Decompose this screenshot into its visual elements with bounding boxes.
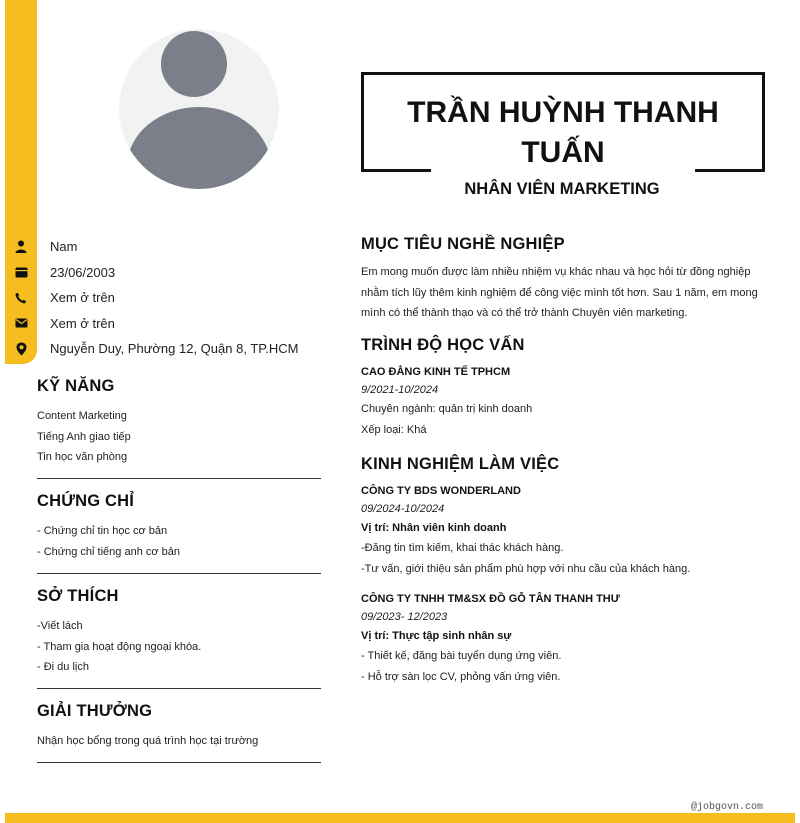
- accent-footer-bar: [5, 813, 795, 823]
- address-text: Nguyễn Duy, Phường 12, Quận 8, TP.HCM: [50, 341, 299, 357]
- watermark: @jobgovn.com: [690, 802, 763, 813]
- info-phone: [5, 285, 325, 311]
- hobby-item: - Tham gia hoạt động ngoại khóa.: [37, 640, 202, 653]
- experience-section: [361, 455, 763, 688]
- job-duty: - Hỗ trợ sàn lọc CV, phỏng vấn ứng viên.: [361, 671, 561, 683]
- award-item: Nhận học bổng trong quá trình học tại trường: [37, 735, 259, 747]
- awards-section: [37, 702, 321, 752]
- certificate-item: - Chứng chỉ tiếng anh cơ bản: [37, 545, 180, 558]
- phone-icon: [5, 292, 37, 304]
- certificate-item: - Chứng chỉ tin học cơ bản: [37, 525, 168, 537]
- mail-icon: [5, 318, 37, 328]
- objective-text: Em mong muốn được làm nhiều nhiệm vụ khác nhau và học hỏi từ đồng nghiệp nhằm tích lũy thêm kinh nghiệm để công việc mình tốt hơn. Sau 1 năm, em mong mình có thể thành thạo và có thể trở thành Chuyên viên marketing.: [361, 266, 758, 319]
- objective-title: MỤC TIÊU NGHỀ NGHIỆP: [361, 235, 565, 253]
- info-email: [5, 311, 325, 337]
- company-name: CÔNG TY BDS WONDERLAND: [361, 485, 521, 497]
- divider: [37, 688, 321, 689]
- objective-section: [361, 235, 763, 324]
- education-major: Chuyên ngành: quản trị kinh doanh: [361, 403, 533, 415]
- avatar-body: [127, 107, 271, 189]
- email-text: Xem ở trên: [50, 315, 115, 331]
- job-position: Vị trí: Nhân viên kinh doanh: [361, 522, 507, 534]
- certificates-title: CHỨNG CHỈ: [37, 492, 135, 510]
- info-address: [5, 336, 325, 362]
- hobby-item: - Đi du lịch: [37, 661, 89, 673]
- job-duty: -Tư vấn, giới thiệu sản phẩm phù hợp với nhu cầu của khách hàng.: [361, 563, 691, 575]
- education-period: 9/2021-10/2024: [361, 384, 439, 396]
- skill-item: Content Marketing: [37, 410, 127, 422]
- info-birthday: [5, 260, 325, 286]
- avatar: [119, 29, 279, 189]
- skills-section: [37, 377, 321, 468]
- divider: [37, 478, 321, 479]
- location-icon: [5, 342, 37, 356]
- skills-title: KỸ NĂNG: [37, 377, 115, 395]
- job-duty: - Thiết kế, đăng bài tuyển dụng ứng viên.: [361, 650, 562, 662]
- awards-title: GIẢI THƯỞNG: [37, 702, 153, 720]
- calendar-icon: [5, 267, 37, 278]
- phone-text: Xem ở trên: [50, 290, 115, 306]
- divider: [37, 573, 321, 574]
- education-rank: Xếp loại: Khá: [361, 424, 427, 436]
- skill-item: Tin học văn phòng: [37, 451, 128, 463]
- school-name: CAO ĐẲNG KINH TẾ TPHCM: [361, 366, 511, 378]
- hobbies-section: [37, 587, 321, 678]
- experience-title: KINH NGHIỆM LÀM VIỆC: [361, 455, 560, 473]
- personal-info: [5, 234, 325, 362]
- job-entry: [361, 590, 763, 688]
- education-section: [361, 336, 763, 441]
- job-duty: -Đăng tin tìm kiếm, khai thác khách hàng.: [361, 542, 564, 554]
- job-period: 09/2023- 12/2023: [361, 611, 448, 623]
- candidate-name: TRẦN HUỲNH THANH TUẤN: [407, 96, 719, 169]
- birthday-text: 23/06/2003: [50, 264, 116, 280]
- person-icon: [5, 240, 37, 253]
- skill-item: Tiếng Anh giao tiếp: [37, 430, 131, 443]
- hobbies-title: SỞ THÍCH: [37, 587, 119, 605]
- job-entry: [361, 482, 763, 580]
- name-frame: [361, 72, 765, 169]
- education-title: TRÌNH ĐỘ HỌC VẤN: [361, 336, 525, 354]
- company-name: CÔNG TY TNHH TM&SX ĐỒ GỖ TÂN THANH THƯ: [361, 593, 620, 605]
- gender-text: Nam: [50, 239, 78, 255]
- hobby-item: -Viết lách: [37, 620, 83, 632]
- avatar-head: [161, 31, 227, 97]
- divider: [37, 762, 321, 763]
- info-gender: [5, 234, 325, 260]
- certificates-section: [37, 492, 321, 562]
- job-title: NHÂN VIÊN MARKETING: [464, 180, 660, 198]
- job-period: 09/2024-10/2024: [361, 503, 445, 515]
- job-position: Vị trí: Thực tập sinh nhân sự: [361, 630, 512, 642]
